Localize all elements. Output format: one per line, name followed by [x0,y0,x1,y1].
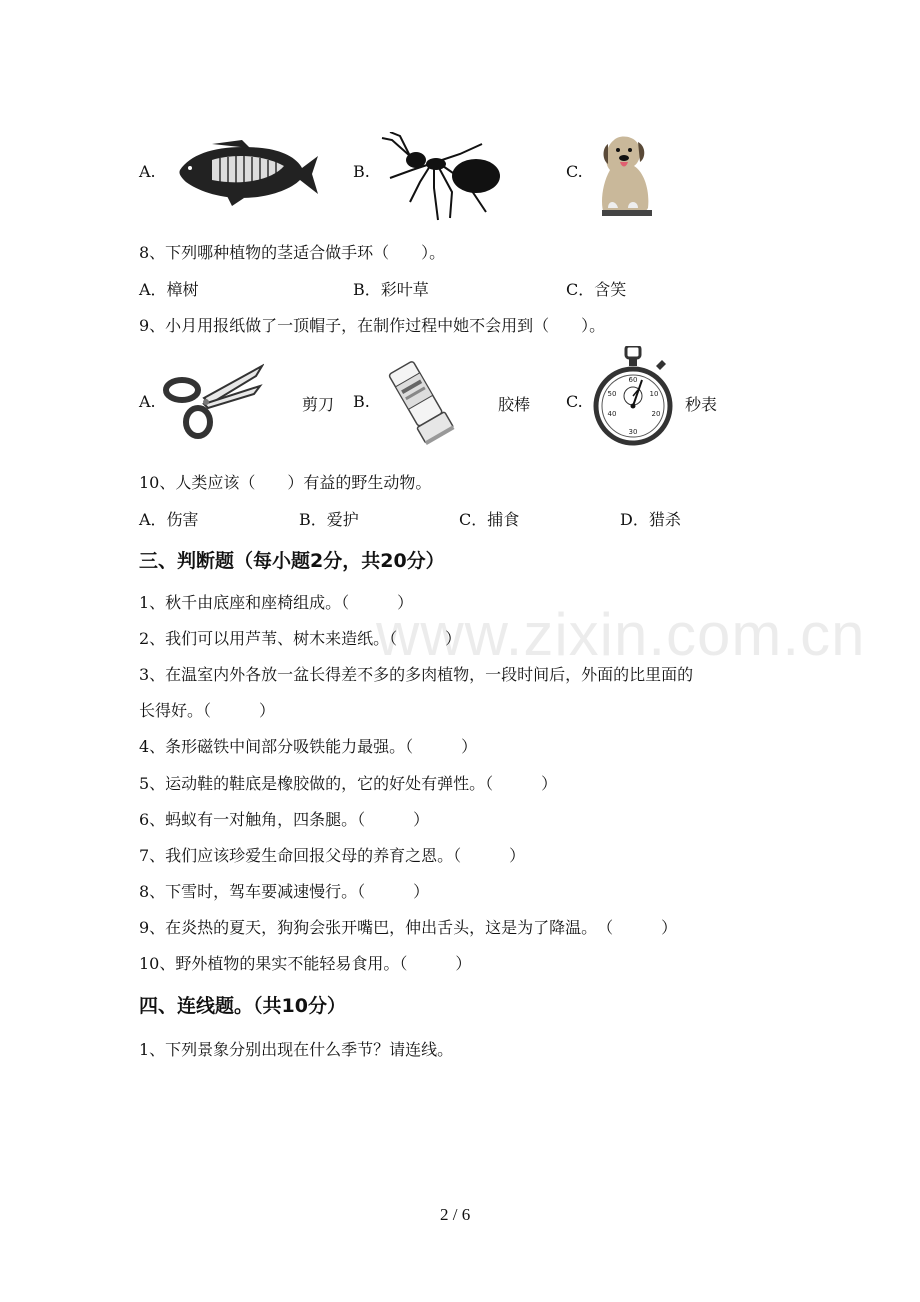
q9-option-b-letter: B. [353,392,370,411]
section4-title: 四、连线题。（共10分） [139,995,346,1017]
svg-text:30: 30 [628,428,638,436]
page-number: 2 / 6 [440,1205,471,1224]
stopwatch-icon [592,346,674,450]
judge-item-4: 4、条形磁铁中间部分吸铁能力最强。（ ） [139,737,478,756]
q9-option-a-letter: A. [139,392,156,411]
q8-option-a: A．樟树 [139,280,199,299]
dog-icon [594,134,654,216]
q7-option-c-letter: C. [566,162,583,181]
q8-option-b: B．彩叶草 [353,280,429,299]
judge-item-3: 3、在温室内外各放一盆长得差不多的多肉植物，一段时间后，外面的比里面的 [139,665,694,684]
judge-item-6: 6、蚂蚁有一对触角，四条腿。（ ） [139,810,430,829]
q8-question: 8、下列哪种植物的茎适合做手环（ ）。 [139,243,446,262]
judge-item-5: 5、运动鞋的鞋底是橡胶做的，它的好处有弹性。（ ） [139,774,558,793]
svg-text:20: 20 [651,410,661,418]
q9-option-c-letter: C. [566,392,583,411]
ant-icon [380,132,518,222]
section3-title: 三、判断题（每小题2分，共20分） [139,550,445,572]
svg-text:10: 10 [649,390,659,398]
q9-option-b-label: 胶棒 [498,395,531,414]
match-item-1: 1、下列景象分别出现在什么季节？请连线。 [139,1040,454,1059]
q10-option-b: B．爱护 [299,510,359,529]
q8-option-c: C．含笑 [566,280,627,299]
q10-option-d: D．猎杀 [620,510,681,529]
svg-text:40: 40 [607,410,617,418]
glue-stick-icon [376,356,466,446]
judge-item-9: 9、在炎热的夏天，狗狗会张开嘴巴，伸出舌头，这是为了降温。 （ ） [139,918,678,937]
judge-item-2: 2、我们可以用芦苇、树木来造纸。（ ） [139,629,462,648]
q7-option-b-letter: B. [353,162,370,181]
q7-option-a-letter: A. [139,162,156,181]
q9-option-a-label: 剪刀 [302,395,335,414]
svg-text:50: 50 [607,390,617,398]
judge-item-1: 1、秋千由底座和座椅组成。（ ） [139,593,414,612]
scissors-icon [160,360,264,440]
q10-option-c: C．捕食 [459,510,520,529]
judge-item-3-cont: 长得好。（ ） [139,701,276,720]
watermark: www.zixin.com.cn [376,601,866,668]
svg-text:60: 60 [628,376,638,384]
q9-question: 9、小月用报纸做了一顶帽子，在制作过程中她不会用到（ ）。 [139,316,606,335]
judge-item-8: 8、下雪时，驾车要减速慢行。（ ） [139,882,430,901]
judge-item-10: 10、野外植物的果实不能轻易食用。（ ） [139,954,472,973]
q9-option-c-label: 秒表 [685,395,718,414]
fish-icon [172,140,318,206]
q10-question: 10、人类应该（ ）有益的野生动物。 [139,473,432,492]
judge-item-7: 7、我们应该珍爱生命回报父母的养育之恩。（ ） [139,846,526,865]
q10-option-a: A．伤害 [139,510,199,529]
